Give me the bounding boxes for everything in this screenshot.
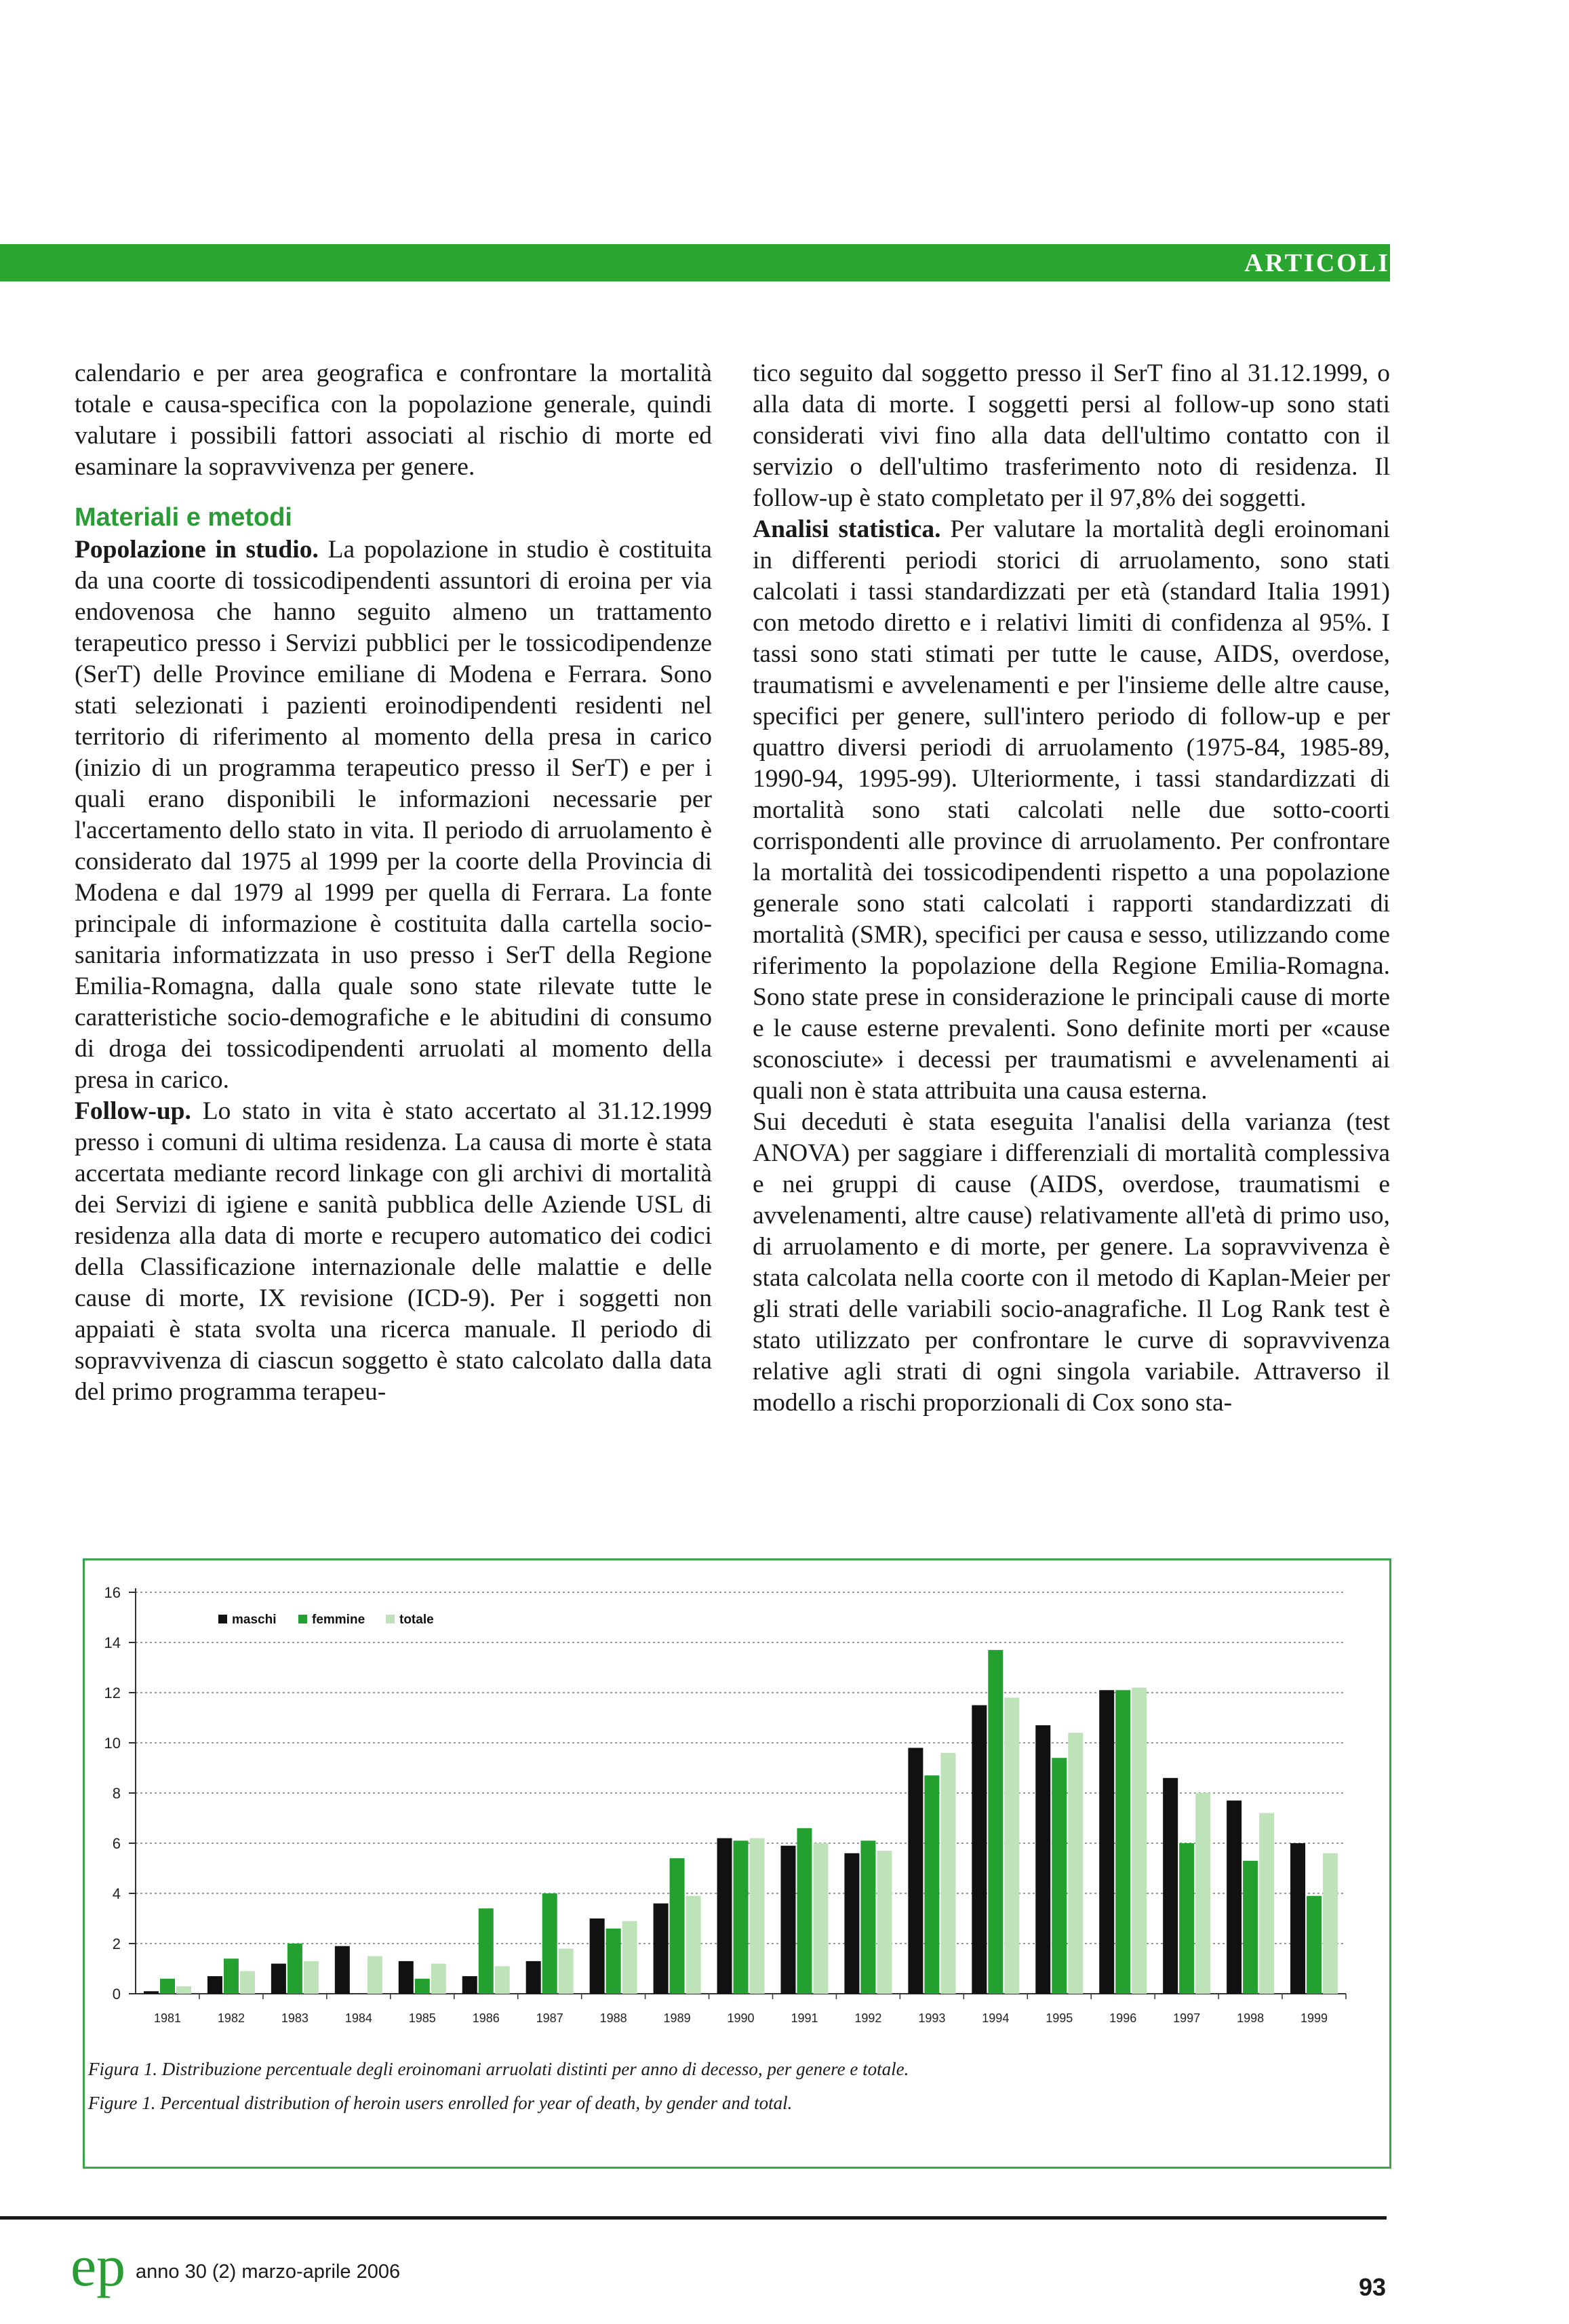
x-tick-label: 1994	[982, 2011, 1010, 2025]
bar-totale-1989	[686, 1896, 701, 1994]
x-tick-label: 1996	[1109, 2011, 1137, 2025]
bar-femmine-1992	[860, 1840, 875, 1994]
paragraph-anova: Sui deceduti è stata eseguita l'analisi della varianza (test ANOVA) per saggiare i differenziali di mortalità complessiva e nei gruppi di cause (AIDS, overdose, traumatismi e avvelenamenti, altre cause) relativamente all'età di primo uso, di arruolamento e di morte, per genere. La sopravvivenza è stata calcolata nella coorte con il metodo di Kaplan-Meier per gli strati delle variabili socio-anagrafiche. Il Log Rank test è stato utilizzato per confrontare le curve di sopravvivenza relative agli strati di ogni singola variabile. Attraverso il modello a rischi proporzionali di Cox sono sta-	[753, 1108, 1390, 1417]
bar-femmine-1994	[988, 1650, 1003, 1994]
section-heading: Materiali e metodi	[75, 503, 292, 532]
bar-maschi-1989	[654, 1904, 669, 1994]
bar-femmine-1981	[160, 1979, 175, 1994]
bar-maschi-1999	[1290, 1843, 1305, 1994]
bar-femmine-1987	[542, 1893, 557, 1994]
y-tick-label: 10	[104, 1735, 121, 1752]
bar-maschi-1983	[271, 1964, 286, 1994]
bar-femmine-1997	[1179, 1843, 1194, 1994]
x-tick-label: 1990	[727, 2011, 755, 2025]
x-tick-label: 1987	[536, 2011, 563, 2025]
journal-issue: anno 30 (2) marzo-aprile 2006	[136, 2261, 401, 2283]
x-tick-label: 1995	[1046, 2011, 1073, 2025]
legend-swatch-totale	[386, 1615, 395, 1623]
bar-totale-1983	[304, 1961, 319, 1994]
bar-femmine-1990	[734, 1840, 749, 1994]
y-tick-label: 6	[112, 1835, 121, 1852]
bar-totale-1988	[622, 1921, 637, 1994]
footer-rule	[0, 2216, 1387, 2220]
x-tick-label: 1984	[344, 2011, 372, 2025]
bar-maschi-1997	[1163, 1778, 1178, 1994]
x-tick-label: 1982	[217, 2011, 245, 2025]
bar-maschi-1994	[972, 1706, 987, 1994]
bar-totale-1990	[750, 1838, 765, 1994]
paragraph-continued: tico seguito dal soggetto presso il SerT fino al 31.12.1999, o alla data di morte. I soggetti persi al follow-up sono stati considerati vivi fino alla data dell'ultimo contatto con il servizio o dell'ultimo trasferimento noto di residenza. Il follow-up è stato completato per il 97,8% dei soggetti.	[753, 359, 1390, 512]
x-tick-label: 1998	[1237, 2011, 1265, 2025]
bar-maschi-1982	[207, 1976, 222, 1994]
legend-label-femmine: femmine	[312, 1613, 365, 1627]
bar-maschi-1996	[1099, 1690, 1114, 1994]
bar-totale-1998	[1259, 1813, 1274, 1994]
bar-maschi-1992	[844, 1853, 859, 1994]
bar-maschi-1990	[717, 1838, 732, 1994]
bar-femmine-1996	[1115, 1690, 1130, 1994]
x-tick-label: 1997	[1173, 2011, 1201, 2025]
legend-label-totale: totale	[399, 1613, 434, 1627]
bar-femmine-1991	[797, 1828, 812, 1994]
bar-totale-1999	[1323, 1853, 1338, 1994]
bar-maschi-1986	[462, 1976, 477, 1994]
bar-maschi-1988	[590, 1918, 605, 1994]
bar-femmine-1993	[924, 1775, 939, 1994]
bar-maschi-1985	[399, 1961, 414, 1994]
bar-totale-1982	[240, 1971, 255, 1994]
page-number: 93	[1358, 2273, 1386, 2301]
y-tick-label: 0	[112, 1986, 121, 2003]
bar-maschi-1991	[780, 1846, 795, 1994]
bar-femmine-1988	[606, 1929, 621, 1994]
figure-caption-english: Figure 1. Percentual distribution of heroin users enrolled for year of death, by gender and total.	[88, 2093, 793, 2113]
legend-swatch-maschi	[218, 1615, 227, 1623]
x-tick-label: 1983	[281, 2011, 309, 2025]
bar-femmine-1999	[1307, 1896, 1322, 1994]
bar-totale-1981	[176, 1986, 191, 1994]
bar-totale-1993	[940, 1753, 955, 1994]
run-in-heading: Popolazione in studio.	[75, 536, 319, 564]
legend-swatch-femmine	[298, 1615, 307, 1623]
y-tick-label: 8	[112, 1785, 121, 1802]
legend-label-maschi: maschi	[232, 1613, 277, 1627]
bar-totale-1992	[877, 1851, 892, 1994]
figure-caption-italian: Figura 1. Distribuzione percentuale degli eroinomani arruolati distinti per anno di decesso, per genere e totale.	[88, 2059, 909, 2079]
y-tick-label: 14	[104, 1634, 121, 1651]
x-tick-label: 1985	[408, 2011, 436, 2025]
bar-femmine-1998	[1243, 1861, 1258, 1994]
x-tick-label: 1999	[1300, 2011, 1328, 2025]
bar-maschi-1987	[526, 1961, 541, 1994]
y-tick-label: 16	[104, 1584, 121, 1601]
bar-totale-1997	[1195, 1793, 1210, 1994]
bar-totale-1991	[813, 1843, 828, 1994]
x-tick-label: 1991	[791, 2011, 818, 2025]
paragraph-text: Per valutare la mortalità degli eroinomani in differenti periodi storici di arruolamento, sono stati calcolati i tassi standardizzati per età (standard Italia 1991) con metodo diretto e i relativi limiti di confidenza al 95%. I tassi sono stati stimati per tutte le cause, AIDS, overdose, traumatismi e avvelenamenti e per l'insieme delle altre cause, specifici per genere, sull'intero periodo di follow-up e per quattro diversi periodi di arruolamento (1975-84, 1985-89, 1990-94, 1995-99). Ulteriormente, i tassi standardizzati di mortalità sono stati calcolati nelle due sotto-coorti corrispondenti alle province di arruolamento. Per confrontare la mortalità dei tossicodipendenti rispetto a una popolazione generale sono stati calcolati i rapporti standardizzati di mortalità (SMR), specifici per causa e sesso, utilizzando come riferimento la popolazione della Regione Emilia-Romagna. Sono state prese in considerazione le principali cause di morte e le cause esterne prevalenti. Sono definite morti per «cause sconosciute» i decessi per traumatismi e avvelenamenti ai quali non è stata attribuita una causa esterna.	[753, 515, 1391, 1105]
bar-maschi-1984	[335, 1946, 350, 1994]
bar-totale-1986	[495, 1966, 510, 1994]
bar-totale-1996	[1132, 1688, 1147, 1994]
bar-totale-1987	[559, 1948, 574, 1994]
x-tick-label: 1986	[472, 2011, 500, 2025]
y-tick-label: 2	[112, 1935, 121, 1952]
journal-logo: ep	[71, 2233, 126, 2298]
bar-maschi-1981	[144, 1991, 159, 1994]
x-tick-label: 1993	[918, 2011, 946, 2025]
bar-totale-1995	[1068, 1733, 1083, 1994]
bar-totale-1984	[368, 1956, 382, 1994]
bar-femmine-1986	[479, 1908, 494, 1994]
x-tick-label: 1989	[663, 2011, 691, 2025]
x-tick-label: 1992	[854, 2011, 882, 2025]
bar-maschi-1993	[908, 1748, 923, 1994]
y-tick-label: 12	[104, 1685, 121, 1701]
x-tick-label: 1981	[153, 2011, 182, 2025]
bar-femmine-1982	[224, 1958, 239, 1994]
paragraph-text: La popolazione in studio è costituita da una coorte di tossicodipendenti assuntori di eroina per via endovenosa che hanno seguito almeno un trattamento terapeutico presso i Servizi pubblici per le tossicodipendenze (SerT) delle Province emiliane di Modena e Ferrara. Sono stati selezionati i pazienti eroinodipendenti residenti nel territorio di riferimento al momento della presa in carico (inizio di un programma terapeutico presso il SerT) e per i quali erano disponibili le informazioni necessarie per l'accertamento dello stato in vita. Il periodo di arruolamento è considerato dal 1975 al 1999 per la coorte della Provincia di Modena e dal 1979 al 1999 per quella di Ferrara. La fonte principale di informazione è costituita dalla cartella socio-sanitaria informatizzata in uso presso i SerT della Regione Emilia-Romagna, dalla quale sono state rilevate tutte le caratteristiche socio-demografiche e le abitudini di consumo di droga dei tossicodipendenti arruolati al momento della presa in carico.	[75, 536, 713, 1094]
section-label: ARTICOLI	[1244, 249, 1390, 277]
bar-femmine-1995	[1052, 1758, 1067, 1994]
run-in-heading: Analisi statistica.	[753, 515, 941, 543]
y-tick-label: 4	[112, 1885, 121, 1902]
bar-femmine-1985	[415, 1979, 430, 1994]
bar-totale-1994	[1004, 1697, 1019, 1994]
bar-maschi-1995	[1035, 1725, 1050, 1994]
run-in-heading: Follow-up.	[75, 1097, 191, 1125]
intro-paragraph: calendario e per area geografica e confrontare la mortalità totale e causa-specifica con la popolazione generale, quindi valutare i possibili fattori associati al rischio di morte ed esaminare la sopravvivenza per genere.	[75, 359, 712, 481]
bar-femmine-1989	[670, 1858, 685, 1994]
bar-femmine-1983	[287, 1944, 302, 1994]
paragraph-text: Lo stato in vita è stato accertato al 31.12.1999 presso i comuni di ultima residenza. La causa di morte è stata accertata mediante record linkage con gli archivi di mortalità dei Servizi di igiene e sanità pubblica delle Aziende USL di residenza alla data di morte e recupero automatico dei codici della Classificazione internazionale delle malattie e delle cause di morte, IX revisione (ICD-9). Per i soggetti non appaiati è stata svolta una ricerca manuale. Il periodo di sopravvivenza di ciascun soggetto è stato calcolato dalla data del primo programma terapeu-	[75, 1097, 713, 1406]
bar-totale-1985	[431, 1964, 446, 1994]
bar-maschi-1998	[1227, 1800, 1242, 1994]
x-tick-label: 1988	[599, 2011, 627, 2025]
